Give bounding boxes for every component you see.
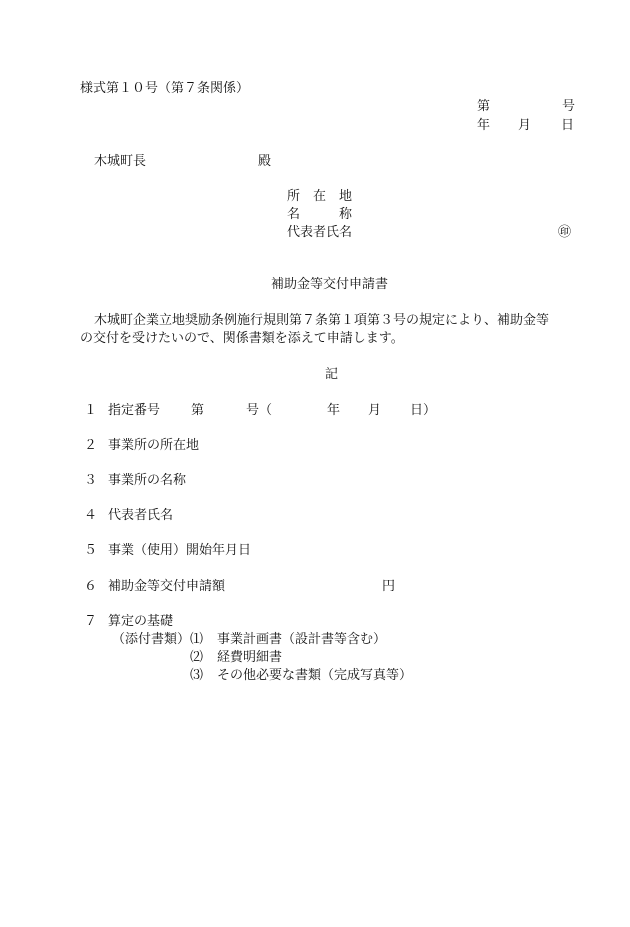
seal-mark: ㊞ <box>558 225 572 240</box>
item-label-representative: 代表者氏名 <box>108 508 174 523</box>
item-number: ５ <box>84 543 98 558</box>
attachment-number: ⑶ <box>190 668 204 683</box>
attachment-number: ⑵ <box>190 650 204 665</box>
attachment-item: その他必要な書類（完成写真等） <box>217 668 413 683</box>
designation-go: 号（ <box>246 403 273 418</box>
attachment-number: ⑴ <box>190 632 204 647</box>
item-number: ４ <box>84 508 98 523</box>
body-line-1: 木城町企業立地奨励条例施行規則第７条第１項第３号の規定により、補助金等 <box>94 313 550 328</box>
item-number: ６ <box>84 579 98 594</box>
form-id: 様式第１０号（第７条関係） <box>80 81 250 96</box>
item-label-amount: 補助金等交付申請額 <box>108 579 226 594</box>
doc-number-suffix: 号 <box>562 99 576 114</box>
applicant-rep-label: 代表者氏名 <box>287 225 353 240</box>
item-number: ３ <box>84 473 98 488</box>
doc-number-prefix: 第 <box>477 99 491 114</box>
item-label-calc-basis: 算定の基礎 <box>108 614 174 629</box>
date-month: 月 <box>518 118 532 133</box>
date-day: 日 <box>561 118 575 133</box>
date-year: 年 <box>477 118 491 133</box>
applicant-name-label: 名 称 <box>287 207 353 222</box>
item-label-designation: 指定番号 <box>108 403 161 418</box>
item-number: ２ <box>84 438 98 453</box>
item-label-office-name: 事業所の名称 <box>108 473 187 488</box>
body-line-2: の交付を受けたいので、関係書類を添えて申請します。 <box>80 331 404 346</box>
addressee-honorific: 殿 <box>258 154 272 169</box>
document-title: 補助金等交付申請書 <box>271 277 389 292</box>
item-label-office-address: 事業所の所在地 <box>108 438 200 453</box>
attachment-item: 経費明細書 <box>217 650 283 665</box>
item-label-start-date: 事業（使用）開始年月日 <box>108 543 252 558</box>
designation-dai: 第 <box>191 403 205 418</box>
designation-day: 日） <box>410 403 437 418</box>
attachment-item: 事業計画書（設計書等含む） <box>217 632 387 647</box>
ki-mark: 記 <box>325 367 339 382</box>
designation-year: 年 <box>327 403 341 418</box>
amount-unit: 円 <box>382 579 396 594</box>
item-number: １ <box>84 403 98 418</box>
addressee-name: 木城町長 <box>94 154 147 169</box>
designation-month: 月 <box>368 403 382 418</box>
attachments-label: （添付書類） <box>112 632 191 647</box>
applicant-address-label: 所 在 地 <box>287 189 353 204</box>
item-number: ７ <box>84 614 98 629</box>
